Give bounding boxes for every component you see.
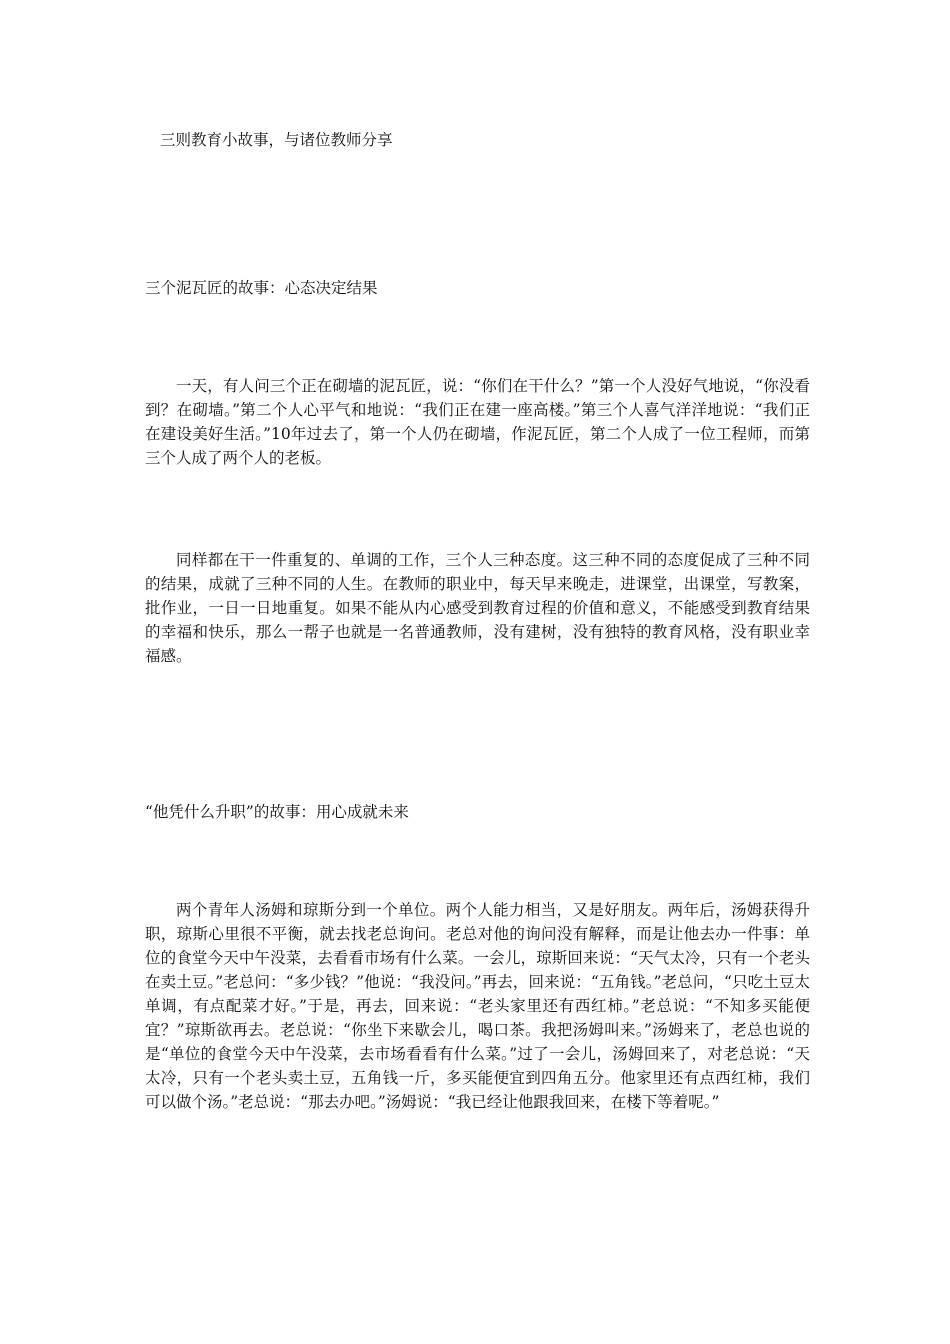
paragraph-promotion-story: 两个青年人汤姆和琼斯分到一个单位。两个人能力相当，又是好朋友。两年后，汤姆获得升职，琼斯心里很不平衡，就去找老总询问。老总对他的询问没有解释，而是让他去办一件事：单位的食堂今天中午没菜，去看看市场有什么菜。一会儿，琼斯回来说：“天气太冷，只有一个老头在卖土豆。”老总问：“多少钱？”他说：“我没问。”再去，回来说：“五角钱。”老总问，“只吃土豆太单调，有点配菜才好。”于是，再去，回来说：“老头家里还有西红柿。”老总说：“不知多买能便宜？”琼斯欲再去。老总说：“你坐下来歇会儿，喝口茶。我把汤姆叫来。”汤姆来了，老总也说的是“单位的食堂今天中午没菜，去市场看看有什么菜。”过了一会儿，汤姆回来了，对老总说：“天太冷，只有一个老头卖土豆，五角钱一斤，多买能便宜到四角五分。他家里还有点西红柿，我们可以做个汤。”老总说：“那去办吧。”汤姆说：“我已经让他跟我回来，在楼下等着呢。”	[145, 901, 810, 1111]
paragraph-bricklayers-reflection: 同样都在干一件重复的、单调的工作，三个人三种态度。这三种不同的态度促成了三种不同的结果，成就了三种不同的人生。在教师的职业中，每天早来晚走，进课堂，出课堂，写教案，批作业，一日一日地重复。如果不能从内心感受到教育过程的价值和意义，不能感受到教育结果的幸福和快乐，那么一帮子也就是一名普通教师，没有建树，没有独特的教育风格，没有职业幸福感。	[145, 551, 810, 665]
section-heading-promotion: “他凭什么升职”的故事：用心成就未来	[145, 803, 409, 821]
section-heading-bricklayers: 三个泥瓦匠的故事：心态决定结果	[145, 279, 378, 297]
document-title: 三则教育小故事，与诸位教师分享	[160, 131, 393, 149]
paragraph-bricklayers-story: 一天，有人问三个正在砌墙的泥瓦匠，说：“你们在干什么？”第一个人没好气地说，“你没看到？在砌墙。”第二个人心平气和地说：“我们正在建一座高楼。”第三个人喜气洋洋地说：“我们正在建设美好生活。”10年过去了，第一个人仍在砌墙，作泥瓦匠，第二个人成了一位工程师，而第三个人成了两个人的老板。	[145, 377, 810, 467]
